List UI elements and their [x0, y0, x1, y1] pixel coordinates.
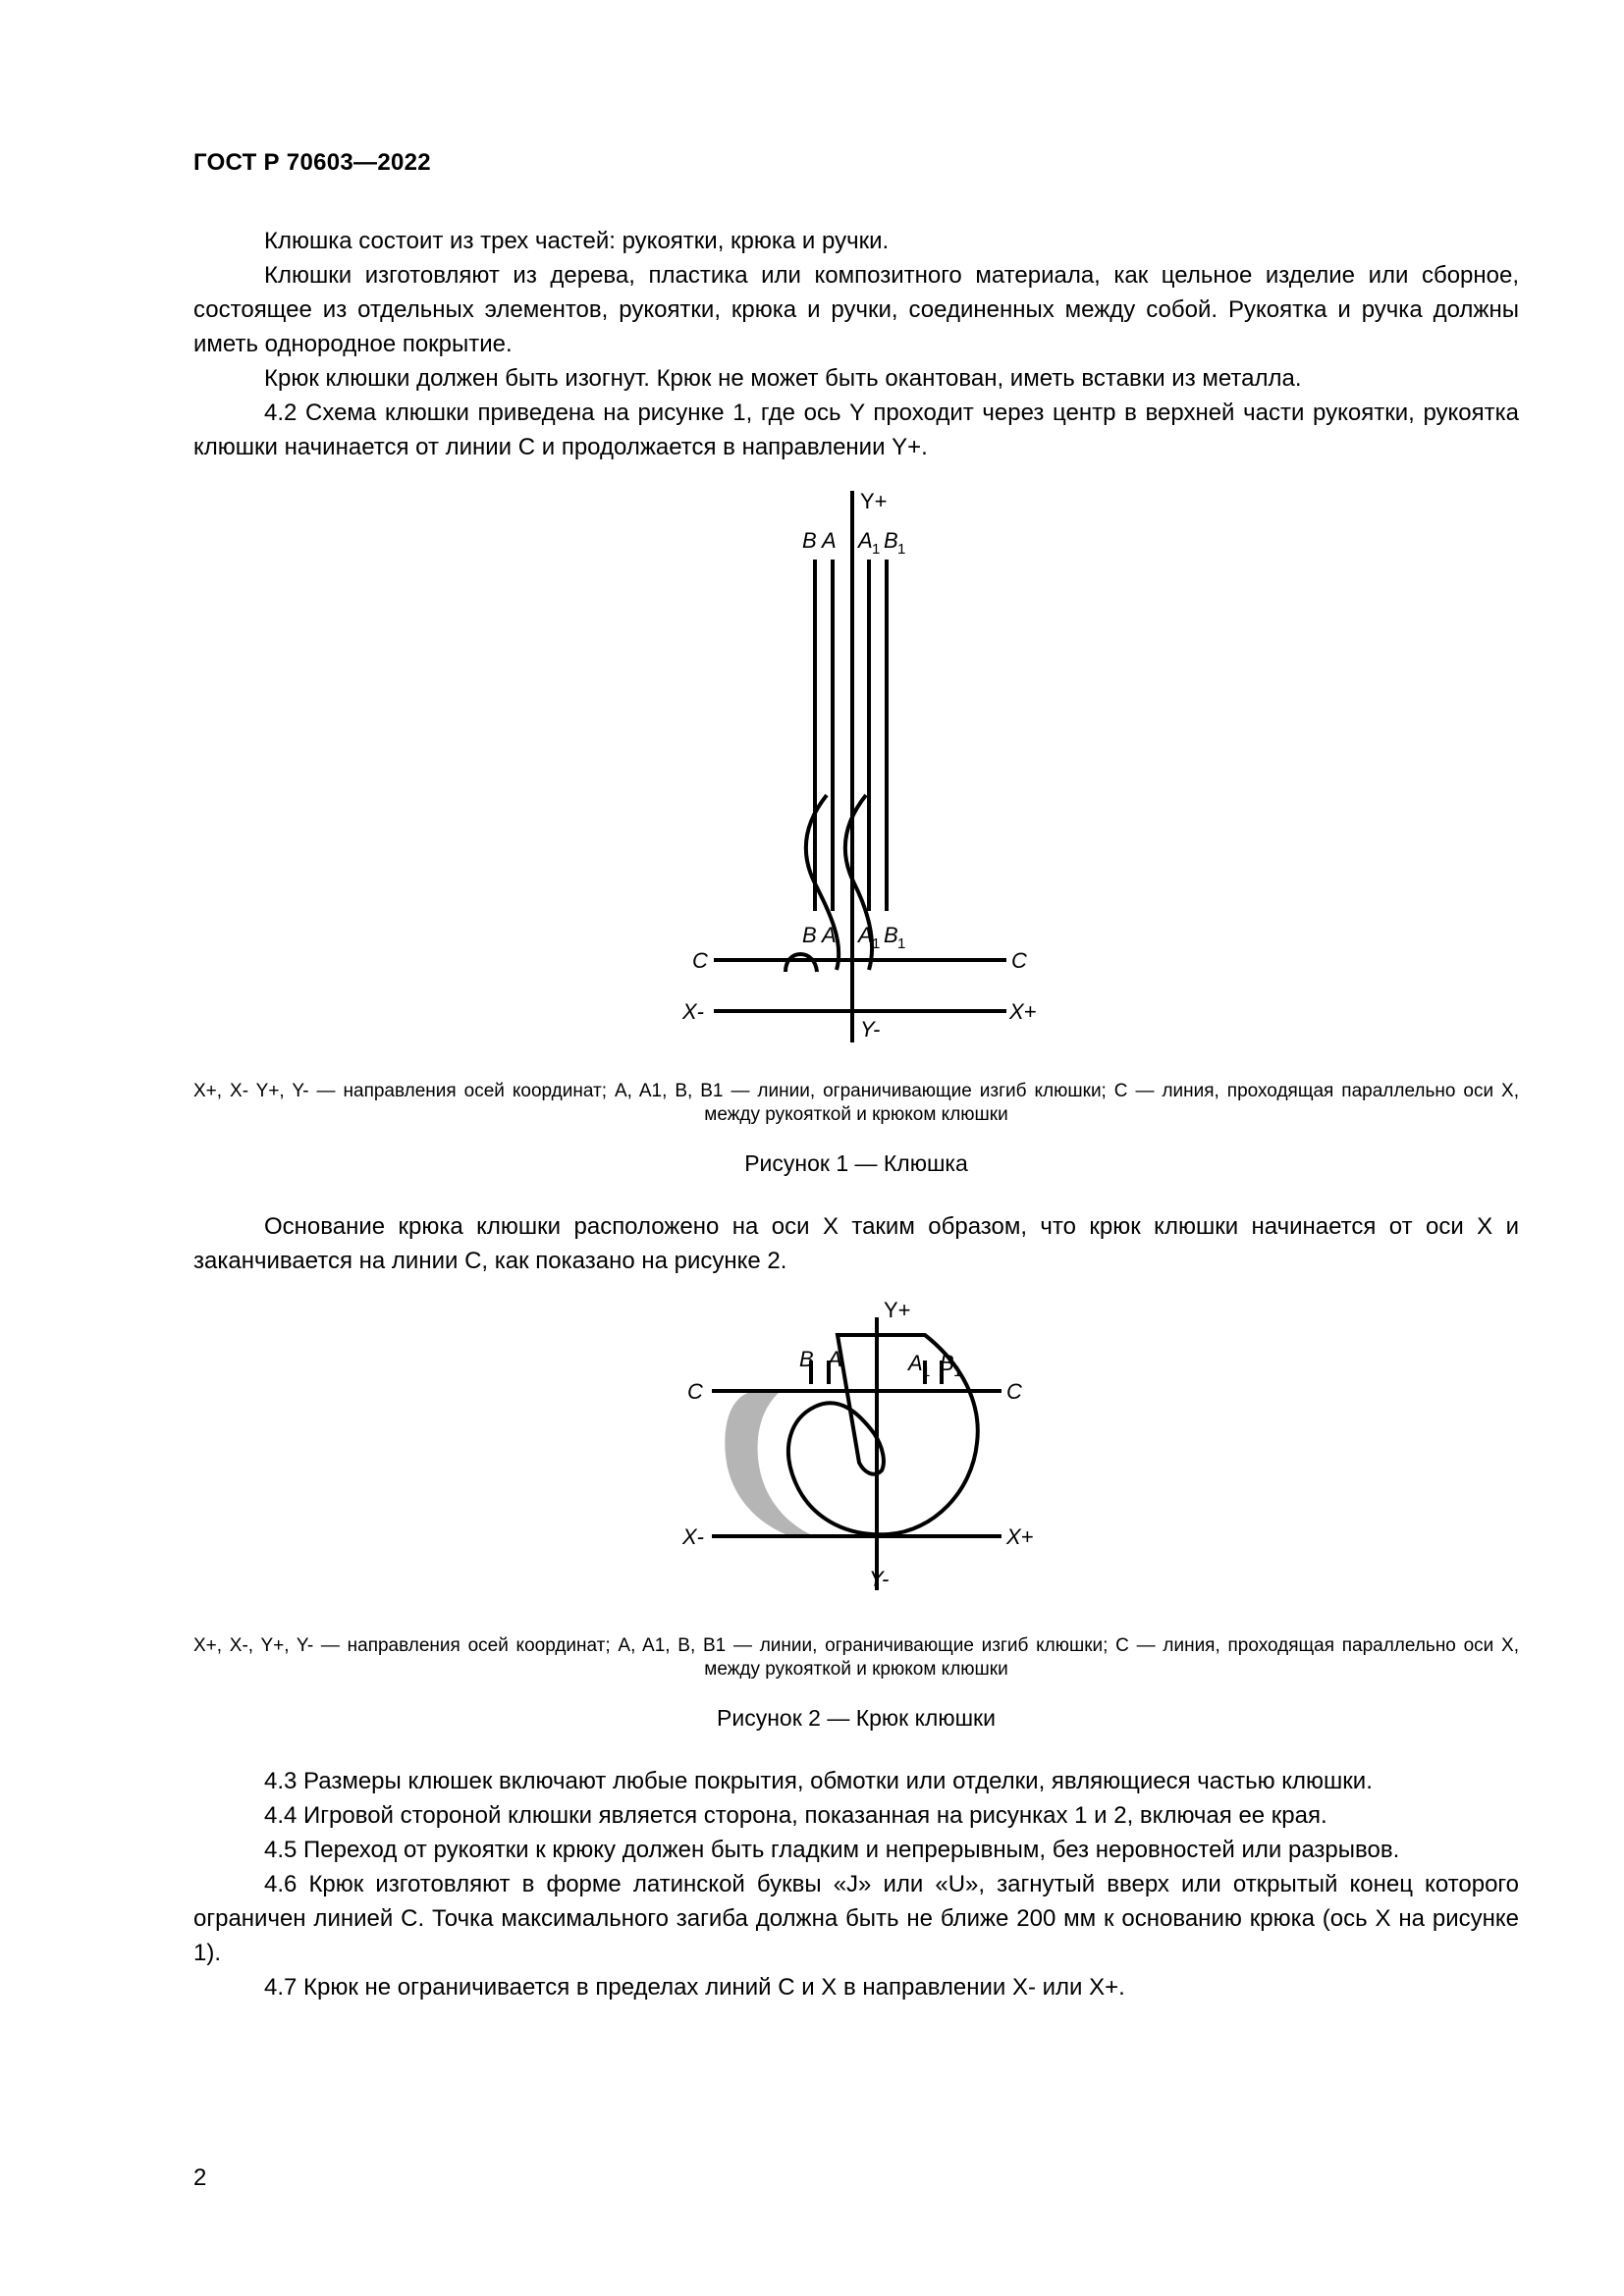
y-plus-label: Y+ [860, 489, 888, 513]
figure-2-title: Рисунок 2 — Крюк клюшки [717, 1705, 996, 1731]
figure-1-hockey-stick-diagram [668, 481, 1041, 1050]
label-b: B [802, 528, 817, 553]
paragraph: Клюшка состоит из трех частей: рукоятки, крюка и ручки. [264, 228, 890, 254]
label-b1: B [884, 528, 898, 553]
figure-2-hook-diagram [668, 1296, 1041, 1610]
text-block-3 [193, 1764, 1519, 2004]
paragraph: 4.4 Игровой стороной клюшки является сторона, показанная на рисунках 1 и 2, включая ее края. [264, 1802, 1327, 1829]
paragraph: 4.7 Крюк не ограничивается в пределах линий C и X в направлении X- или X+. [264, 1974, 1125, 2001]
c-left-label: C [692, 948, 708, 973]
text-block-1 [193, 224, 1519, 464]
text-block-2 [193, 1209, 1519, 1278]
page-number: 2 [193, 2164, 207, 2191]
x-minus-label: X- [682, 999, 704, 1024]
paragraph: Клюшки изготовляют из дерева, пластика или композитного материала, как цельное изделие или сборное, состоящее из отдельных элементов, рукоятки, крюка и ручки, соединенных между собой. Рукоятка и ручка должны иметь однородное покрытие. [193, 262, 1519, 357]
x-plus-label: X+ [1009, 999, 1037, 1024]
label-a-lower: A [822, 923, 837, 947]
label-a1: A [858, 528, 873, 553]
paragraph: 4.5 Переход от рукоятки к крюку должен быть гладким и непрерывным, без неровностей или разрывов. [264, 1837, 1400, 1863]
label-a1-sub: 1 [922, 1363, 931, 1380]
y-minus-label: Y- [860, 1017, 881, 1041]
c-right-label: C [1006, 1379, 1022, 1404]
x-plus-label: X+ [1006, 1524, 1034, 1549]
label-b-lower: B [802, 923, 817, 947]
hook-shadow [725, 1391, 810, 1534]
label-b1-lower-sub: 1 [897, 935, 906, 952]
paragraph: Крюк клюшки должен быть изогнут. Крюк не может быть окантован, иметь вставки из металла. [264, 365, 1302, 392]
label-b: B [799, 1347, 814, 1371]
c-left-label: C [687, 1379, 703, 1404]
paragraph: 4.6 Крюк изготовляют в форме латинской буквы «J» или «U», загнутый вверх или открытый конец которого ограничен линией C. Точка максимального загиба должна быть не ближе 200 мм к основанию крюка (ось X на рисунке 1). [193, 1871, 1519, 1966]
y-plus-label: Y+ [884, 1298, 911, 1322]
hook-arc [785, 954, 817, 972]
c-right-label: C [1011, 948, 1027, 973]
label-b1: B [940, 1351, 954, 1375]
label-a: A [822, 528, 837, 553]
paragraph: Основание крюка клюшки расположено на оси X таким образом, что крюк клюшки начинается от оси X и заканчивается на линии C, как показано на рисунке 2. [193, 1213, 1519, 1274]
label-a1: A [908, 1351, 923, 1375]
label-b1-sub: 1 [897, 541, 906, 558]
label-b1-lower: B [884, 923, 898, 947]
figure-1-caption: X+, X- Y+, Y- — направления осей координат; A, A1, B, B1 — линии, ограничивающие изгиб клюшки; C — линия, проходящая параллельно оси X, между рукояткой и крюком клюшки [193, 1081, 1519, 1125]
label-a1-sub: 1 [872, 541, 881, 558]
x-minus-label: X- [682, 1524, 704, 1549]
figure-2-caption: X+, X-, Y+, Y- — направления осей координат; A, A1, B, B1 — линии, ограничивающие изгиб клюшки; C — линия, проходящая параллельно оси X, между рукояткой и крюком клюшки [193, 1635, 1519, 1680]
label-b1-sub: 1 [953, 1363, 962, 1380]
standard-header: ГОСТ Р 70603—2022 [193, 149, 431, 176]
paragraph: 4.2 Схема клюшки приведена на рисунке 1, где ось Y проходит через центр в верхней части рукоятки, рукоятка клюшки начинается от линии C и продолжается в направлении Y+. [193, 400, 1519, 460]
paragraph: 4.3 Размеры клюшек включают любые покрытия, обмотки или отделки, являющиеся частью клюшки. [264, 1768, 1373, 1794]
y-minus-label: Y- [869, 1567, 890, 1591]
figure-1-title: Рисунок 1 — Клюшка [744, 1150, 968, 1176]
label-a: A [828, 1347, 842, 1371]
label-a1-lower-sub: 1 [872, 935, 881, 952]
label-a1-lower: A [858, 923, 873, 947]
